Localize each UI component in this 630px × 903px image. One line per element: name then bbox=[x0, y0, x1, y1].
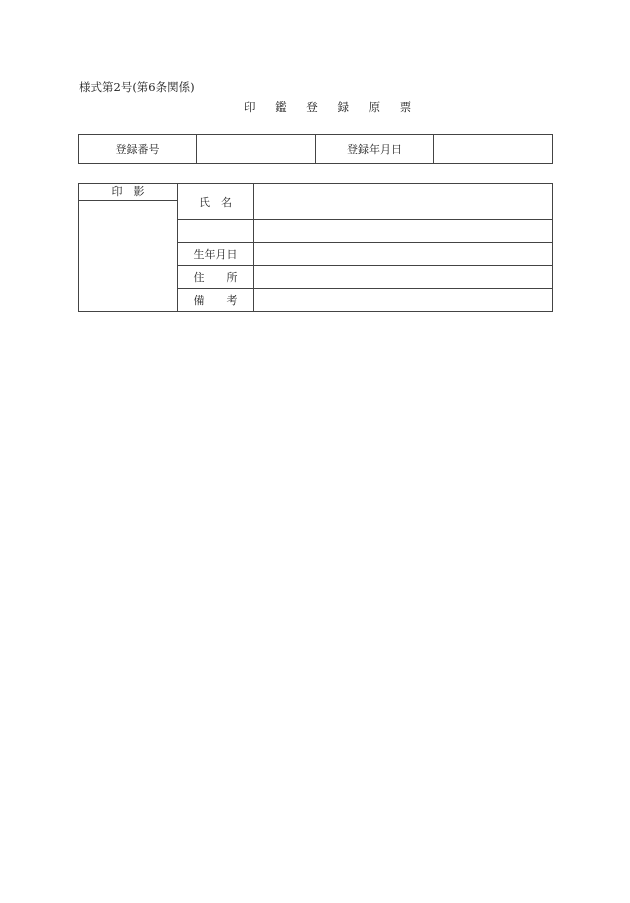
registration-row bbox=[79, 135, 553, 164]
name-row bbox=[79, 184, 553, 220]
remarks-label: 備 考 bbox=[178, 289, 254, 312]
blank-field[interactable] bbox=[254, 220, 553, 243]
birthdate-field[interactable] bbox=[254, 243, 553, 266]
registration-table bbox=[78, 134, 553, 164]
seal-impression-cell[interactable] bbox=[79, 184, 178, 312]
document-title: 印 鑑 登 録 原 票 bbox=[244, 100, 420, 114]
registration-date-label: 登録年月日 bbox=[316, 135, 434, 164]
form-number: 様式第2号(第6条関係) bbox=[79, 80, 195, 94]
address-label: 住 所 bbox=[178, 266, 254, 289]
registration-date-field[interactable] bbox=[434, 135, 553, 164]
name-label: 氏 名 bbox=[178, 184, 254, 220]
registration-number-label: 登録番号 bbox=[79, 135, 197, 164]
remarks-field[interactable] bbox=[254, 289, 553, 312]
blank-label bbox=[178, 220, 254, 243]
seal-impression-label: 印 影 bbox=[79, 184, 177, 201]
registration-number-field[interactable] bbox=[197, 135, 316, 164]
birthdate-label: 生年月日 bbox=[178, 243, 254, 266]
address-field[interactable] bbox=[254, 266, 553, 289]
record-table bbox=[78, 183, 553, 312]
name-field[interactable] bbox=[254, 184, 553, 220]
